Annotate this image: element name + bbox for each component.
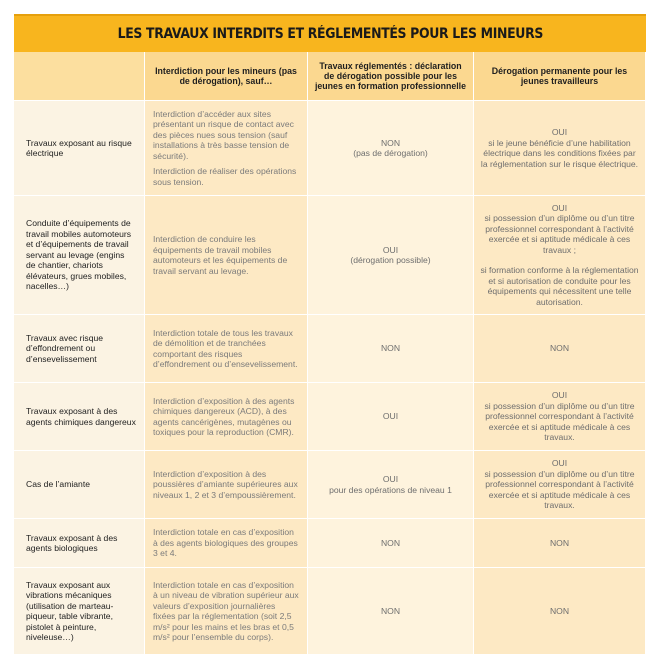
cell-text: pour des opérations de niveau 1 [329,484,452,495]
cell-text: (pas de dérogation) [353,148,428,158]
interdiction-cell [145,451,308,519]
cell-text: si possession d’un diplôme ou d’un titre professionnel correspondant à l’activité exercée et si aptitude médicale à ces travaux. [484,468,635,511]
cell-text: Interdiction de conduire les équipements de travail mobiles automoteurs et les équipements de travail servant au levage. [153,234,288,276]
reglementes-cell [308,568,474,655]
cell-text: Interdiction totale en cas d’exposition à des agents biologiques des groupes 3 et 4. [153,527,298,559]
derogation-cell [474,196,646,315]
table-header-row [14,52,646,101]
cell-text: NON [380,605,401,616]
cell-text: Interdiction d’accéder aux sites présentant un risque de contact avec des pièces nues sous tension (sauf installations à très basse tension de sécurité). [153,108,294,161]
reglementes-cell [308,451,474,519]
cell-text: NON [549,605,570,616]
reglementes-cell [308,196,474,315]
cell-text: si possession d’un diplôme ou d’un titre professionnel correspondant à l’activité exercée et si aptitude médicale à ces travaux. [484,400,635,443]
regulation-table [14,52,646,655]
cell-text: Interdiction totale de tous les travaux de démolition et de tranchées comportant des risques d’effondrement ou d’ensevelissement. [153,327,298,369]
cell-text: NON [549,537,570,548]
table-row [14,196,646,315]
table-row [14,383,646,451]
header-interdiction: Interdiction pour les mineurs (pas de dérogation), sauf… [145,52,308,101]
row-label: Travaux exposant au risque électrique [14,101,145,196]
page-title: LES TRAVAUX INTERDITS ET RÉGLEMENTÉS POUR LES MINEURS [117,26,543,42]
cell-text: Interdiction de réaliser des opérations sous tension. [153,166,297,187]
row-label: Travaux exposant à des agents biologiques [14,519,145,568]
table-row [14,101,646,196]
cell-text: Interdiction d’exposition à des poussières d’amiante supérieures aux niveaux 1, 2 et 3 d’empoussièrement. [153,468,298,500]
header-reglementes: Travaux réglementés : déclaration de dérogation possible pour les jeunes en formation professionnelle [308,52,474,101]
cell-text: Interdiction d’exposition à des agents chimiques dangereux (ACD), à des agents cancérigènes, mutagènes ou toxiques pour la reproduction (CMR). [153,395,295,437]
row-label: Conduite d’équipements de travail mobiles automoteurs et d’équipements de travail servant au levage (engins de chantier, chariots élévateurs, grues mobiles, nacelles…) [14,196,145,315]
row-label: Travaux exposant à des agents chimiques dangereux [14,383,145,451]
cell-text: NON [380,537,401,548]
header-corner [14,52,145,101]
interdiction-cell [145,383,308,451]
cell-text: OUI [382,244,399,255]
interdiction-cell [145,568,308,655]
cell-text: NON [549,343,570,354]
cell-text: si formation conforme à la réglementation et si autorisation de conduite pour les équipements qui nécessitent une telle autorisation. [480,265,639,307]
reglementes-cell [308,519,474,568]
interdiction-cell [145,519,308,568]
row-label: Travaux avec risque d’effondrement ou d’ensevelissement [14,315,145,383]
cell-text: OUI [551,458,568,469]
derogation-cell [474,383,646,451]
cell-text: si possession d’un diplôme ou d’un titre professionnel correspondant à l’activité exercée et si aptitude médicale à ces travaux ; [484,213,635,255]
cell-text: (dérogation possible) [350,255,431,265]
row-label: Cas de l’amiante [14,451,145,519]
cell-text: si le jeune bénéficie d’une habilitation électrique dans les conditions fixées par la réglementation sur le risque électrique. [480,137,639,169]
derogation-cell [474,519,646,568]
cell-text: OUI [551,202,568,213]
cell-text: NON [380,343,401,354]
derogation-cell [474,451,646,519]
header-derogation: Dérogation permanente pour les jeunes travailleurs [474,52,646,101]
table-row [14,451,646,519]
title-banner [14,14,646,52]
cell-text: OUI [551,390,568,401]
cell-text: NON [380,137,401,148]
interdiction-cell [145,315,308,383]
reglementes-cell [308,315,474,383]
cell-text: OUI [551,127,568,137]
interdiction-cell [145,101,308,196]
table-row [14,315,646,383]
cell-text: OUI [382,411,399,422]
derogation-cell [474,315,646,383]
derogation-cell [474,568,646,655]
row-label: Travaux exposant aux vibrations mécaniques (utilisation de marteau-piqueur, table vibrante, pistolet à peinture, niveleuse…) [14,568,145,655]
table-row [14,519,646,568]
cell-text: OUI [382,474,399,484]
derogation-cell [474,101,646,196]
reglementes-cell [308,383,474,451]
cell-text: Interdiction totale en cas d’exposition à un niveau de vibration supérieur aux valeurs d’exposition journalières fixées par la réglementation (soit 2,5 m/s² pour les mains et les bras et 0,5 m/s² pour l’ensemble du corps). [153,579,299,642]
table-row [14,568,646,655]
interdiction-cell [145,196,308,315]
reglementes-cell [308,101,474,196]
